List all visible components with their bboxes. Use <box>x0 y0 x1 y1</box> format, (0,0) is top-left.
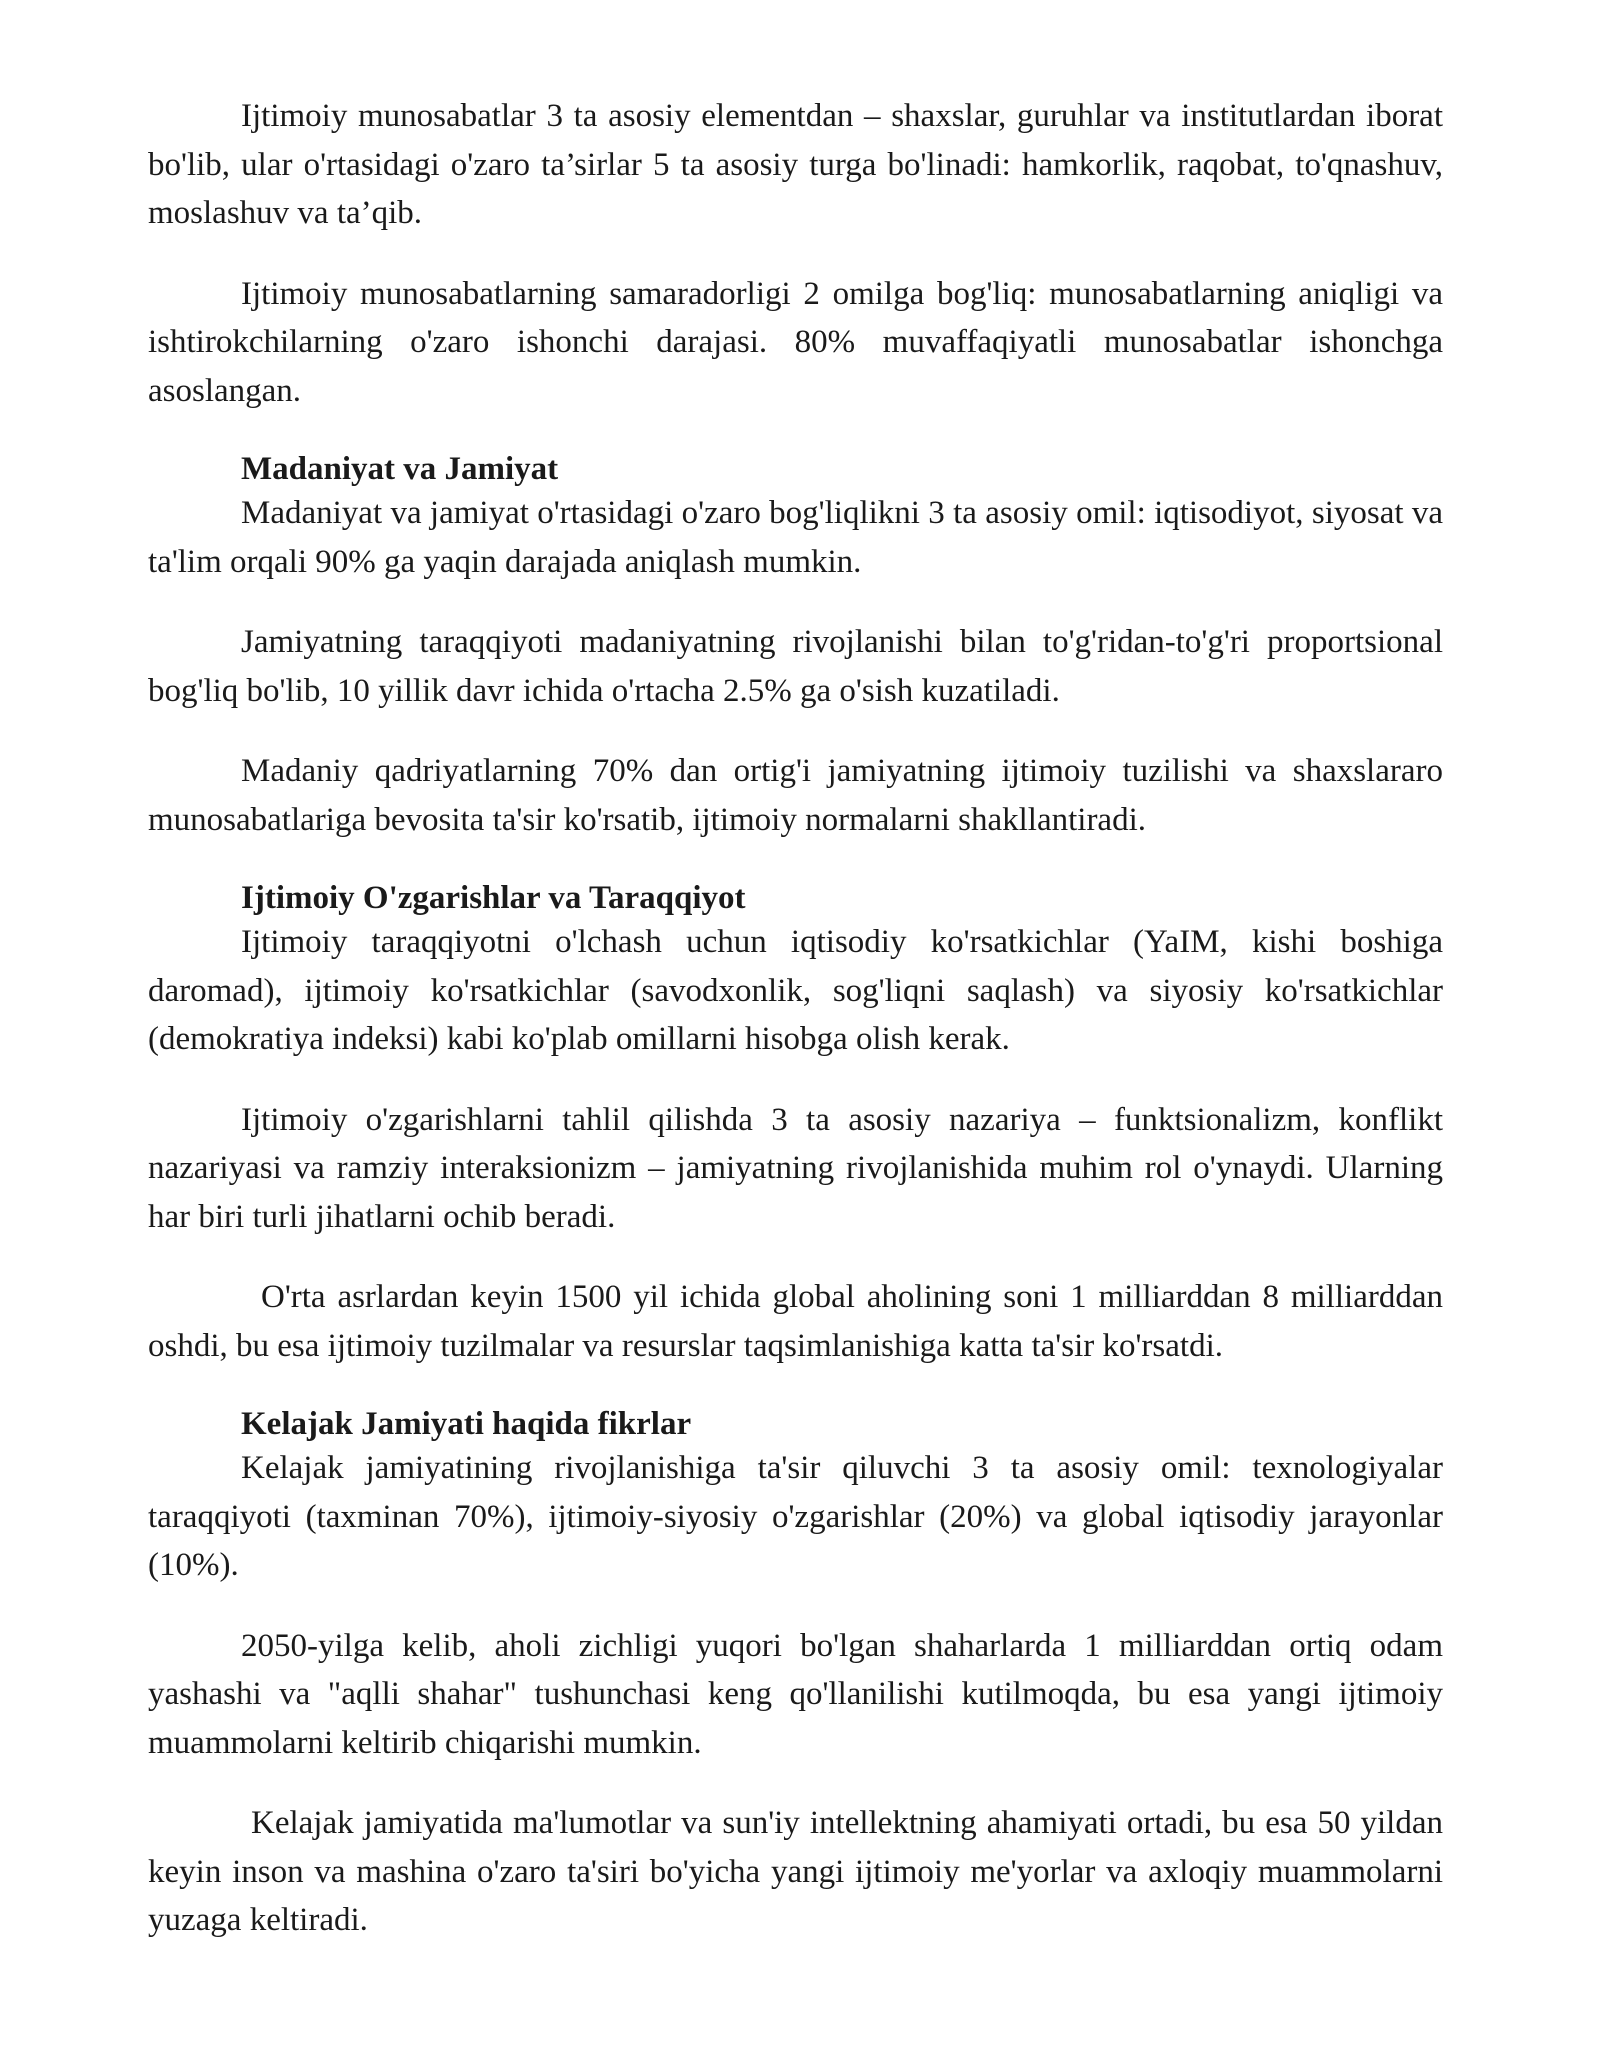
paragraph-smart-city: 2050-yilga kelib, aholi zichligi yuqori bo'lgan shaharlarda 1 milliarddan ortiq odam yashashi va "aqlli shahar" tushunchasi keng qo'llanilishi kutilmoqda, bu esa yangi ijtimoiy muammolarni keltirib chiqarishi mumkin. <box>148 1627 1443 1761</box>
paragraph-measuring-progress: Ijtimoiy taraqqiyotni o'lchash uchun iqtisodiy ko'rsatkichlar (YaIM, kishi boshiga daromad), ijtimoiy ko'rsatkichlar (savodxonlik, sog'liqni saqlash) va siyosiy ko'rsatkichlar (demokratiya indeksi) kabi ko'plab omillarni hisobga olish kerak. <box>148 924 1443 1057</box>
paragraph-social-theories: Ijtimoiy o'zgarishlarni tahlil qilishda 3 ta asosiy nazariya – funktsionalizm, konflikt nazariyasi va ramziy interaksionizm – jamiyatning rivojlanishida muhim rol o'ynaydi. Ularning har biri turli jihatlarni ochib beradi. <box>148 1101 1443 1235</box>
paragraph-ai-future: Kelajak jamiyatida ma'lumotlar va sun'iy intellektning ahamiyati ortadi, bu esa 50 yildan keyin inson va mashina o'zaro ta'siri bo'yicha yangi ijtimoiy me'yorlar va axloqiy muammolarni yuzaga keltiradi. <box>148 1805 1443 1938</box>
paragraph-social-relations-efficiency: Ijtimoiy munosabatlarning samaradorligi 2 omilga bog'liq: munosabatlarning aniqligi va ishtirokchilarning o'zaro ishonchi darajasi. 80% muvaffaqiyatli munosabatlar ishonchga asoslangan. <box>148 275 1443 409</box>
paragraph-future-factors: Kelajak jamiyatining rivojlanishiga ta'sir qiluvchi 3 ta asosiy omil: texnologiyalar taraqqiyoti (taxminan 70%), ijtimoiy-siyosiy o'zgarishlar (20%) va global iqtisodiy jarayonlar (10%). <box>148 1450 1443 1583</box>
paragraph-culture-society-link: Madaniyat va jamiyat o'rtasidagi o'zaro bog'liqlikni 3 ta asosiy omil: iqtisodiyot, siyosat va ta'lim orqali 90% ga yaqin darajada aniqlash mumkin. <box>148 495 1443 580</box>
paragraph-social-relations-elements: Ijtimoiy munosabatlar 3 ta asosiy elementdan – shaxslar, guruhlar va institutlardan iborat bo'lib, ular o'rtasidagi o'zaro ta’sirlar 5 ta asosiy turga bo'linadi: hamkorlik, raqobat, to'qnashuv, moslashuv va ta’qib. <box>148 98 1443 231</box>
document-page <box>148 92 1443 1977</box>
heading-social-change-progress: Ijtimoiy O'zgarishlar va Taraqqiyot <box>241 880 746 916</box>
heading-culture-and-society: Madaniyat va Jamiyat <box>241 451 559 487</box>
paragraph-population-growth: O'rta asrlardan keyin 1500 yil ichida global aholining soni 1 milliarddan 8 milliarddan oshdi, bu esa ijtimoiy tuzilmalar va resurslar taqsimlanishiga katta ta'sir ko'rsatdi. <box>148 1279 1443 1364</box>
paragraph-society-progress: Jamiyatning taraqqiyoti madaniyatning rivojlanishi bilan to'g'ridan-to'g'ri proportsional bog'liq bo'lib, 10 yillik davr ichida o'rtacha 2.5% ga o'sish kuzatiladi. <box>148 624 1443 709</box>
paragraph-cultural-values: Madaniy qadriyatlarning 70% dan ortig'i jamiyatning ijtimoiy tuzilishi va shaxslararo munosabatlariga bevosita ta'sir ko'rsatib, ijtimoiy normalarni shakllantiradi. <box>148 753 1443 838</box>
heading-future-society: Kelajak Jamiyati haqida fikrlar <box>241 1406 692 1442</box>
